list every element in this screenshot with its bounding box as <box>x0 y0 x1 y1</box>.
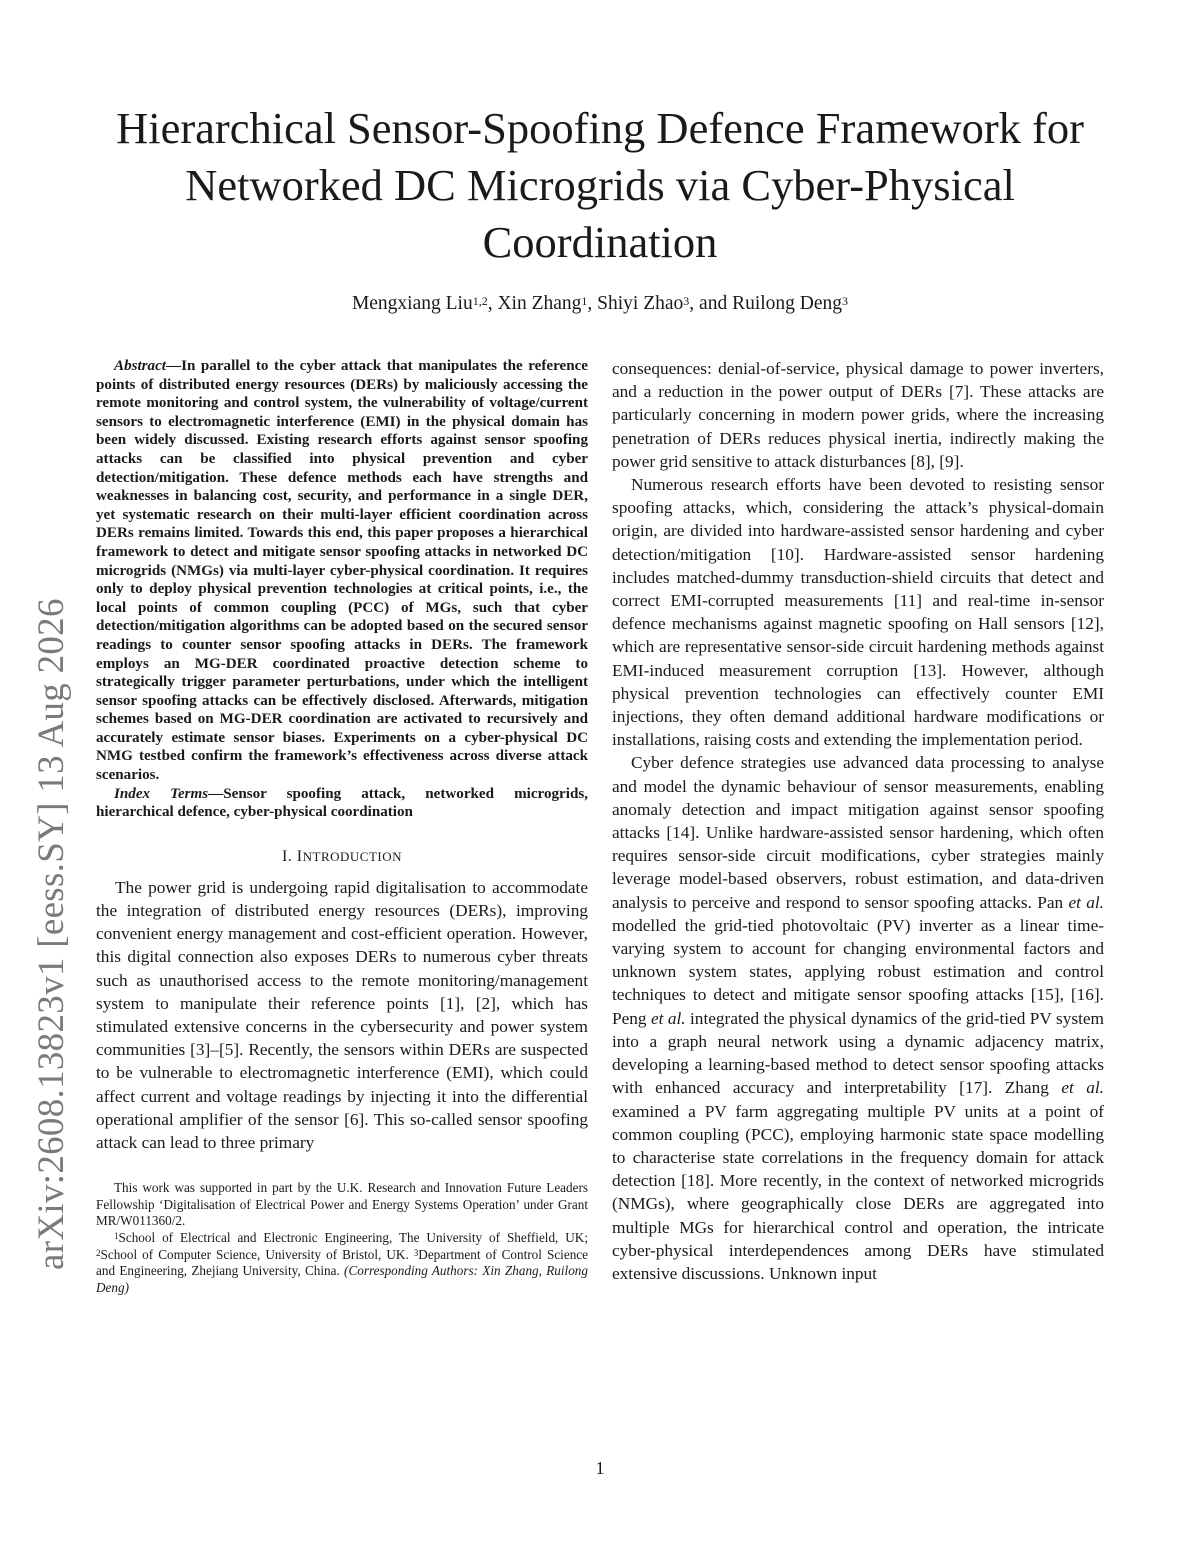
index-terms-text: —Sensor spoofing attack, networked microgrids, hierarchical defence, cyber-physical coordination <box>96 785 588 821</box>
abstract-label: Abstract <box>114 358 166 374</box>
abstract <box>96 357 588 785</box>
author: Mengxiang Liu$^{1,2}$, <box>351 293 498 314</box>
page-number: 1 <box>595 1458 605 1478</box>
corresponding-authors: (Corresponding Authors: Xin Zhang, Ruilong Deng) <box>96 1263 588 1295</box>
body-paragraph: Numerous research efforts have been devoted to resisting sensor spoofing attacks, which, considering the attack’s physical-domain origin, are divided into hardware-assisted sensor hardening and cyber detection/mitigation [10]. Hardware-assisted sensor hardening includes matched-dummy transduction-shield circuits that detect and correct EMI-corrupted measurements [11] and real-time in-sensor defence mechanisms against magnetic spoofing on Hall sensors [12], which are representative sensor-side circuit hardening methods against EMI-induced measurement corruption [13]. However, although physical prevention technologies can effectively counter EMI injections, they often demand additional hardware modifications or installations, raising costs and extending the implementation period. <box>612 475 1104 750</box>
intro-paragraph: The power grid is undergoing rapid digitalisation to accommodate the integration of distributed energy resources (DERs), improving convenient energy management and cost-efficient operation. However, this digital connection also exposes DERs to numerous cyber threats such as unauthorised access to the remote monitoring/management system to manipulate their reference points [1], [2], which has stimulated extensive concerns in the cybersecurity and power system communities [3]–[5]. Recently, the sensors within DERs are suspected to be vulnerable to electromagnetic interference (EMI), which could affect current and voltage readings by injecting it into the differential operational amplifier of the sensor [6]. This so-called sensor spoofing attack can lead to three primary <box>96 877 588 1153</box>
body-paragraph: consequences: denial-of-service, physical damage to power inverters, and a reduction in the power output of DERs [7]. These attacks are particularly concerning in modern power grids, where the increasing penetration of DERs reduces physical inertia, indirectly making the power grid sensitive to attack disturbances [8], [9]. <box>612 359 1104 471</box>
author: Shiyi Zhao$^3$, and <box>597 293 733 314</box>
funding-footnote: This work was supported in part by the U.K. Research and Innovation Future Leaders Fellowship ‘Digitalisation of Electrical Power and Energy Systems Operation’ under Grant MR/W011360/2. <box>96 1180 588 1229</box>
author-list <box>90 291 1110 317</box>
index-terms-label: Index Terms <box>114 785 209 802</box>
arxiv-identifier: arXiv:2608.13823v1 [eess.SY] 13 Aug 2026 <box>31 598 72 1270</box>
right-column <box>612 357 1104 1285</box>
author: Ruilong Deng$^3$ <box>732 293 849 314</box>
index-terms <box>96 785 588 822</box>
abstract-text: —In parallel to the cyber attack that manipulates the reference points of distributed energy resources (DERs) by maliciously accessing the remote monitoring and control system, the vulnerability of voltage/current sensors to electromagnetic interference (EMI) in the physical domain has been widely discussed. Existing research efforts against sensor spoofing attacks can be classified into physical prevention and cyber detection/mitigation. These defence methods each have strengths and weaknesses in balancing cost, security, and performance in a single DER, yet systematic research on their multi-layer efficient coordination across DERs remains limited. Towards this end, this paper proposes a hierarchical framework to detect and mitigate sensor spoofing attacks in networked DC microgrids (NMGs) via multi-layer cyber-physical coordination. It requires only to deploy physical prevention technologies at critical points, i.e., the local points of common coupling (PCC) of MGs, such that cyber detection/mitigation algorithms can be adopted based on the secured sensor readings to counter sensor spoofing attacks in DERs. The framework employs an MG-DER coordinated proactive detection scheme to strategically trigger parameter perturbations, under which the intelligent sensor spoofing attacks can be effectively disclosed. Afterwards, mitigation schemes based on MG-DER coordination are activated to recursively and accurately estimate sensor biases. Experiments on a cyber-physical DC NMG testbed confirm the framework’s effectiveness across diverse attack scenarios. <box>96 358 588 784</box>
affiliation-footnote: $^1$School of Electrical and Electronic Engineering, The University of Sheffield, UK; $^2$School of Computer Science, University of Bristol, UK. $^3$Department of Control Science and Engineering, Zhejiang University, China. (Corresponding Authors: Xin Zhang, Ruilong Deng) <box>96 1230 588 1295</box>
section-heading-introduction: I. INTRODUCTION <box>281 847 403 865</box>
author: Xin Zhang$^1$, <box>497 293 598 314</box>
paper-title: Hierarchical Sensor-Spoofing Defence Framework for Networked DC Microgrids via Cyber-Physical Coordination <box>116 103 1084 267</box>
left-column <box>96 357 588 1296</box>
body-paragraph: Cyber defence strategies use advanced data processing to analyse and model the dynamic behaviour of sensor measurements, enabling anomaly detection and impact mitigation against sensor spoofing attacks [14]. Unlike hardware-assisted sensor hardening, which often requires sensor-side circuit modifications, cyber strategies mainly leverage model-based observers, robust estimation, and data-driven analysis to perceive and respond to sensor spoofing attacks. Pan et al. modelled the grid-tied photovoltaic (PV) inverter as a linear time-varying system to account for changing environmental factors and unknown system states, applying robust estimation and control techniques to detect and mitigate sensor spoofing attacks [15], [16]. Peng et al. integrated the physical dynamics of the grid-tied PV system into a graph neural network using a dynamic adjacency matrix, developing a learning-based method to detect sensor spoofing attacks with enhanced accuracy and interpretability [17]. Zhang et al. examined a PV farm aggregating multiple PV units at a point of common coupling (PCC), employing harmonic state space modelling to characterise state correlations in the frequency domain for attack detection [18]. More recently, in the context of networked microgrids (NMGs), where geographically close DERs are aggregated into multiple MGs for hierarchical control and operation, the intricate cyber-physical interdependences among DERs have stimulated extensive discussions. Unknown input <box>612 753 1104 1283</box>
